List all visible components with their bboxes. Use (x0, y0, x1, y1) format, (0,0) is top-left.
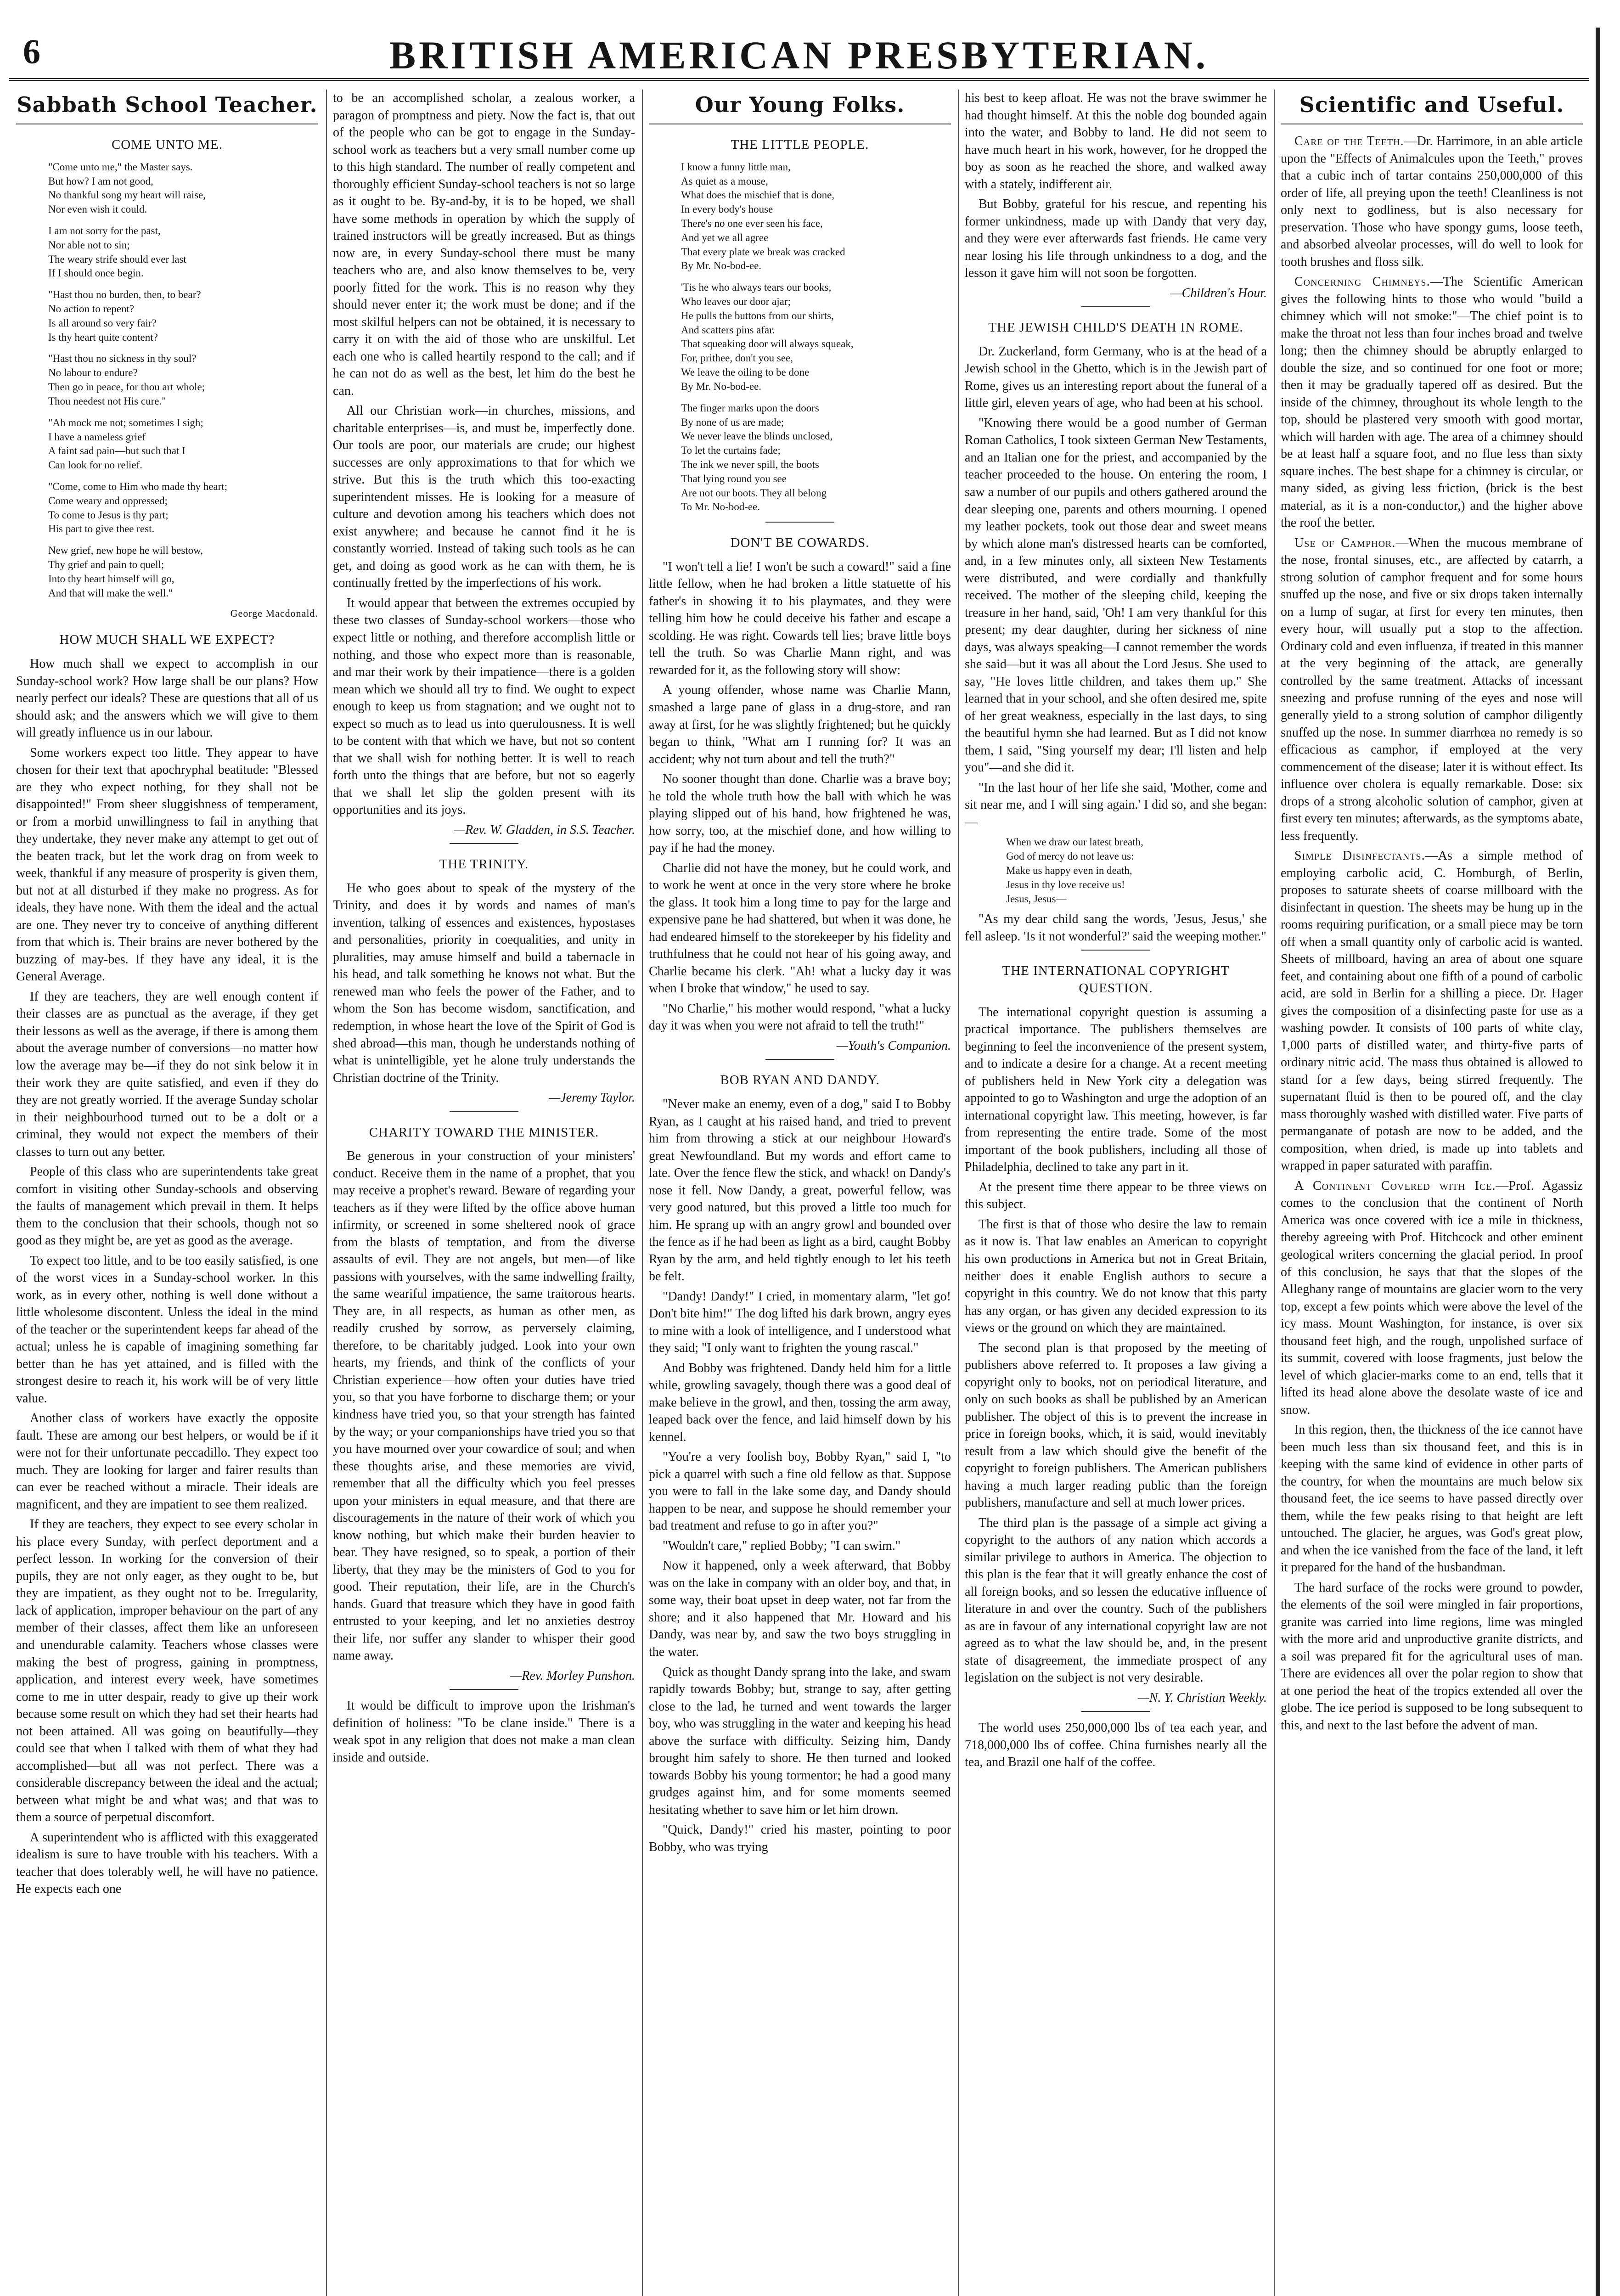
paragraph (1281, 273, 1583, 532)
run-in-heading: A Continent Covered with Ice. (1294, 1178, 1496, 1193)
run-in-heading: Use of Camphor. (1294, 535, 1396, 550)
paragraph: "In the last hour of her life she said, 'Mother, come and sit near me, and I will sing again.' I did so, and she began:— (965, 780, 1267, 829)
paragraph: Another class of workers have exactly the opposite fault. These are among our best helpers, or would be if it were not for their unfortunate peccadillo. They expect too much. They are looking for larger and fairer results than can ever be reached without a miracle. Their ideals are magnificent, and they are impatient to see them realized. (16, 1411, 318, 1512)
paragraph: "Quick, Dandy!" cried his master, pointing to poor Bobby, who was trying (649, 1823, 951, 1854)
paragraph: "You're a very foolish boy, Bobby Ryan," said I, "to pick a quarrel with such a fine old fellow as that. Suppose you were to fall in the lake some day, and Dandy should happen to be near, and suppose he should remember your bad treatment and refuse to go in after you?" (649, 1450, 951, 1533)
paragraph: Now it happened, only a week afterward, that Bobby was on the lake in company with an older boy, and that, in some way, their boat upset in deep water, not far from the shore; and it also happened that Mr. Howard and his Dandy, was near by, and saw the two boys struggling in the water. (649, 1559, 951, 1659)
masthead (9, 32, 1589, 83)
paragraph-text: —The Scientific American gives the following hints to those who would "build a chimney which will not smoke:"—The chief point is to make the throat not less than four inches broad and twelve long; then the chimney should be abruptly enlarged to double the size, and so continued for one foot or more; then it may be gradually tapered off as desired. But the inside of the chimney, throughout its whole length to the top, should be plastered very smooth with good mortar, which will harden with age. The area of a chimney should be at least half a square foot, and no flue less than sixty square inches. The best shape for a chimney is circular, or many sided, as giving less friction, (brick is the best material, as it is a non-conductor,) and the higher above the roof the better. (1281, 275, 1583, 530)
column-3 (649, 90, 951, 2296)
paragraph: A young offender, whose name was Charlie Mann, smashed a large pane of glass in a drug-store, and ran away at first, for he was slightly frightened; but he quickly began to think, "What am I running for? It was an accident; why not turn about and tell the truth?" (649, 683, 951, 766)
paragraph-text: —When the mucous membrane of the nose, frontal sinuses, etc., are affected by catarrh, a strong solution of camphor frequent and for some hours snuffed up the nose, and five or six drops taken internally on a lump of sugar, at first for every ten minutes, then every hour, will usually put a stop to the affection. Ordinary cold and even influenza, if treated in this manner at the very beginning of the attack, are generally controlled by the same treatment. Attacks of incessant sneezing and profuse running of the eyes and nose will generally yield to a strong solution of camphor diligently snuffed up the nose. In summer diarrhœa no remedy is so efficacious as camphor, if employed at the very commencement of the disease; later it is without effect. Its influence over cholera is equally remarkable. Dose: six drops of a strong alcoholic solution of camphor, given at first every ten minutes; afterwards, as the symptoms abate, less frequently. (1281, 535, 1583, 843)
section-rule (450, 1689, 518, 1690)
paragraph: Be generous in your construction of your ministers' conduct. Receive them in the name of a prophet, that you may receive a prophet's reward. Beware of regarding your teachers as if they were lifted by the office above human infirmity, or screened in some sheltered nook of grace from the blasts of temptation, and from the diverse assaults of evil. They are not angels, but men—of like passions with yourselves, with the same indwelling frailty, the same weariful impatience, the same traitorous hearts. They are, in all respects, as human as other men, as readily crushed by sorrow, as perversely claiming, therefore, to be charitably judged. Look into your own hearts, my friends, and think of the conflicts of your Christian experience—how often your duties have tried you, so that you have forborne to discharge them; or your kindness have tried you, so that your strength has fainted by the way; or your companionships have tried you so that you have mourned over your cowardice of soul; and when these thoughts arise, and these memories are vivid, remember that all the difficulty which you feel presses upon your ministers in equal measure, and that there are discouragements in the nature of their work of which you know nothing, but which make their burden heavier to bear. They have resigned, so to speak, a portion of their liberty, that they may be the ministers of God to you for good. Their reputation, their life, are in the Church's hands. Guard that treasure which they have in good faith entrusted to your keeping, and let no anxieties destroy their life, nor suffer any slander to whisper their good name away. (333, 1149, 635, 1663)
paragraph: The world uses 250,000,000 lbs of tea each year, and 718,000,000 lbs of coffee. China furnishes nearly all the tea, and Brazil one half of the coffee. (965, 1721, 1267, 1770)
article-source: —N. Y. Christian Weekly. (1137, 1690, 1267, 1705)
paragraph: All our Christian work—in churches, missions, and charitable enterprises—is, and must be, imperfectly done. Our tools are poor, our materials are crude; our highest successes are only approximations to that for which we strive. But this is the truth which this too-exacting superintendent misses. He is looking for a measure of culture and devotion among his teachers which does not exist anywhere; and because he cannot find it he is constantly worried. Instead of taking such tools as he can get, and doing as good work as he can with them, he is continually fretted by the imperfections of his work. (333, 404, 635, 591)
paragraph: At the present time there appear to be three views on this subject. (965, 1180, 1267, 1212)
paragraph: "Never make an enemy, even of a dog," said I to Bobby Ryan, as I caught at his raised hand, and tried to prevent him from throwing a stick at our neighbour Howard's great Newfoundland. But my words and effort came to late. Over the fence flew the stick, and whack! on Dandy's nose it fell. Now Dandy, a great, powerful fellow, was very good natured, but this proved a little too much for him. He sprang up with an angry growl and bounded over the fence as if he had been as light as a bird, caught Bobby Ryan by the arm, and held tightly enough to let his teeth be felt. (649, 1097, 951, 1284)
verse-stanza: "Hast thou no burden, then, to bear? No action to repent? Is all around so very fair? Is thy heart quite content? (48, 289, 201, 343)
verse-stanza: "Hast thou no sickness in thy soul? No labour to endure? Then go in peace, for thou art whole; Thou needest not His cure." (48, 353, 205, 407)
paragraph: to be an accomplished scholar, a zealous worker, a paragon of promptness and piety. Now the fact is, that out of the people who can be got to engage in the Sunday-school work as teachers but a very small number come up to this high standard. The number of really competent and thoroughly efficient Sunday-school teachers is not so large as it ought to be. By-and-by, it is to be hoped, we shall have some methods in operation by which the supply of trained instructors will be greatly increased. But as things now are, in every Sunday-school there must be many teachers who are, and also know themselves to be, very poorly fitted for the work. This is no reason why they should never enter it; the work must be done; and if the most skilful helpers can not be obtained, it is necessary to carry it on with the aid of those who are unskilful. Let each one who is called heartily respond to the call; and if he can not do as well as the best, let him do the best he can. (333, 91, 635, 398)
paragraph: Charlie did not have the money, but he could work, and to work he went at once in the very store where he broke the glass. It took him a long time to pay for the large and expensive pane he had shattered, but when it was done, he had endeared himself to the storekeeper by his fidelity and truthfulness that he could not hear of his going away, and Charlie became his clerk. "Ah! what a lucky day it was when I broke that window," he used to say. (649, 861, 951, 996)
article-source: —Youth's Companion. (836, 1038, 951, 1053)
section-rule (1081, 306, 1150, 307)
page-number: 6 (23, 33, 40, 71)
paragraph-text: —As a simple method of employing carbolic acid, C. Homburgh, of Berlin, proposes to saturate sheets of coarse millboard with the disinfectant in question. The sheets may be hung up in the rooms requiring purification, or a small piece may be torn off when a small quantity only of carbolic acid is wanted. Sheets of millboard, having an area of about one square feet, and containing about one fifth of a pound of carbolic acid, are sold in Berlin for a shilling a piece. Dr. Hager gives the composition of a disinfecting paste for use as a washing powder. It consists of 100 parts of white clay, 1,000 parts of distilled water, and thirty-five parts of ordinary nitric acid. The mass thus obtained is allowed to stand for a few days, being stirred frequently. The supernatant fluid is then to be poured off, and the clay mass thoroughly washed with distilled water. Five parts of permanganate of potash are now to be added, and the composition, when dried, is made up into tablets and wrapped in paper saturated with paraffin. (1281, 849, 1583, 1173)
department-heading: Our Young Folks. (695, 92, 905, 117)
paragraph: The international copyright question is assuming a practical importance. The publishers themselves are beginning to feel the inconvenience of the present system, and to indicate a desire for a change. At a recent meeting of publishers held in New York city a delegation was appointed to go to Washington and urge the adoption of an international copyright law. This meeting, however, is far from representing the entire trade. Some of the most important of the book publishers, including all those of Philadelphia, declined to take any part in it. (965, 1005, 1267, 1175)
article-title: BOB RYAN AND DANDY. (720, 1073, 880, 1088)
paragraph: Some workers expect too little. They appear to have chosen for their text that apochryphal beatitude: "Blessed are they who expect nothing, for they shall not be disappointed!" From sheer sluggishness of temperament, or from a morbid unwillingness to fail in anything that they undertake, they never make any attempt to get out of the beaten track, but let the work drag on from week to week, thankful if any measure of prosperity is given them, but not at all disturbed if they make no progress. As for ideals, they have none. With them the ideal and the actual are one. They never try to conceive of anything different from that which is. Their brains are never bothered by the buzzing of may-bes. If they have any ideal, it is the General Average. (16, 745, 318, 984)
paragraph: People of this class who are superintendents take great comfort in visiting other Sunday-schools and observing the faults of management which prevail in them. It helps them to the conclusion that their schools, though not so good as they might be, are yet as good as the average. (16, 1165, 318, 1248)
article-source: —Rev. W. Gladden, in S.S. Teacher. (454, 822, 635, 837)
paragraph (1281, 535, 1583, 844)
article-title: THE TRINITY. (439, 857, 529, 872)
department-heading: Scientific and Useful. (1299, 92, 1564, 117)
section-rule (765, 1059, 834, 1060)
paragraph: In this region, then, the thickness of the ice cannot have been much less than six thousand feet, and this is in keeping with the same kind of evidence in other parts of the country, for when the mountains are much below six thousand feet, the ice seems to have passed directly over them, while the few peaks rising to that height are left untouched. The glacier, he argues, was God's great plow, and when the ice vanished from the face of the land, it left it prepared for the hand of the husbandman. (1281, 1423, 1583, 1575)
article-title: HOW MUCH SHALL WE EXPECT? (59, 632, 275, 647)
paragraph: "As my dear child sang the words, 'Jesus, Jesus,' she fell asleep. 'Is it not wonderful?' said the weeping mother." (965, 912, 1267, 944)
paragraph: "Dandy! Dandy!" I cried, in momentary alarm, "let go! Don't bite him!" The dog lifted his dark brown, angry eyes to mine with a look of intelligence, and I understood what they said; "I only want to frighten the young rascal." (649, 1289, 951, 1356)
paragraph (1281, 847, 1583, 1175)
section-rule (450, 843, 518, 844)
paragraph: A superintendent who is afflicted with this exaggerated idealism is sure to have trouble with his teachers. With a teacher that does tolerably well, he will have no patience. He expects each one (16, 1830, 318, 1896)
page-edge-bar (1596, 28, 1600, 2296)
column-rule (958, 90, 959, 2296)
article-title: THE LITTLE PEOPLE. (731, 137, 869, 152)
article-source: —Children's Hour. (1170, 286, 1267, 300)
paragraph: The hard surface of the rocks were ground to powder, the elements of the soil were mingled in fair proportions, granite was carried into lime regions, lime was mingled with the more arid and unproductive granite districts, and a soil was prepared fit for the agricultural uses of man. There are evidences all over the polar region to show that at one period the heat of the tropics extended all over the globe. The ice period is supposed to be long subsequent to this, and next to the last before the advent of man. (1281, 1580, 1583, 1733)
paragraph: And Bobby was frightened. Dandy held him for a little while, growling savagely, though there was a good deal of make believe in the growl, and then, tossing the arm away, leaped back over the fence, and laid himself down by his kennel. (649, 1361, 951, 1444)
paragraph: "Knowing there would be a good number of German Roman Catholics, I took sixteen German New Testaments, and an Italian one for the priest, and accompanied by the teacher proceeded to the house. On entering the room, I saw a number of our pupils and others gathered around the dear sleeping one, parents and others mourning. I opened my leather pockets, took out those dear and sweet means by which alone man's distressed hearts can be comforted, and, in a few minutes only, all sixteen New Testaments were distributed, and were cordially and thankfully received. The mother of the sleeping child, keeping the treasure in her hand, said, 'Oh! I am very thankful for this present; my dear daughter, during her sickness of nine days, was always speaking—I cannot remember the words she said—but it was all about the Lord Jesus. She used to say, "He loves little children, and takes them up." She learned that in your school, and she often desired me, spite of her great weakness, especially in the last days, to sing the beautiful hymn she had learned. But as I did not know them, I said, "Sing yourself my dear; I'll listen and help you"—and she did it. (965, 416, 1267, 775)
article-title: COME UNTO ME. (111, 137, 223, 152)
run-in-heading: Simple Disinfectants. (1294, 849, 1425, 863)
paragraph: "Wouldn't care," replied Bobby; "I can swim." (663, 1538, 901, 1553)
run-in-heading: Concerning Chimneys. (1294, 275, 1430, 289)
section-rule (1081, 950, 1150, 951)
paragraph-text: —Dr. Harrimore, in an able article upon the "Effects of Animalcules upon the Teeth," proves that a cubic inch of tartar contains 250,000,000 of this order of life, all preying upon the teeth! Cleanliness is not only next to godliness, but is also necessary for preservation. Those who have spongy gums, loose teeth, and absorbed alveolar processes, will do well to look for tooth brushes and floss silk. (1281, 134, 1583, 269)
paragraph (1281, 1177, 1583, 1418)
verse-stanza: 'Tis he who always tears our books, Who leaves our door ajar; He pulls the buttons from our shirts, And scatters pins afar. That squeaking door will always squeak, For, prithee, don't you see, We leave the oiling to be done By Mr. No-bod-ee. (681, 281, 854, 392)
article-source: —Jeremy Taylor. (549, 1091, 635, 1105)
verse-stanza: "Come, come to Him who made thy heart; Come weary and oppressed; To come to Jesus is thy part; His part to give thee rest. (48, 480, 228, 535)
paragraph: To expect too little, and to be too easily satisfied, is one of the worst vices in a Sunday-school worker. In this work, as in every other, nothing is well done without a little wholesome discontent. Unless the ideal in the mind of the teacher or the superintendent keeps far ahead of the actual; unless he is capable of imagining something far better than he has yet attained, and is filled with the strongest desire to reach it, his work will be of very little value. (16, 1253, 318, 1406)
run-in-heading: Care of the Teeth. (1294, 134, 1404, 148)
verse-stanza: The finger marks upon the doors By none of us are made; We never leave the blinds unclosed, To let the curtains fade; The ink we never spill, the boots That lying round you see Are not our boots. They all belong To Mr. No-bod-ee. (681, 402, 833, 513)
article-title: DON'T BE COWARDS. (730, 535, 870, 551)
column-rule (326, 90, 327, 2296)
paragraph: No sooner thought than done. Charlie was a brave boy; he told the whole truth how the ball with which he was playing slipped out of his hand, how frightened he was, how sorry, too, at the mischief done, and how willing to pay if he had the money. (649, 772, 951, 855)
masthead-rule (9, 78, 1589, 81)
paragraph (1281, 133, 1583, 270)
paragraph: The first is that of those who desire the law to remain as it now is. That law enables an American to copyright his own productions in America but not in Great Britain, neither does it enable English authors to secure a copyright in this country. We do not know that this party has any organ, or has given any decided expression to its views or the ground on which they are maintained. (965, 1217, 1267, 1335)
paragraph: his best to keep afloat. He was not the brave swimmer he had thought himself. At this the noble dog bounded again into the water, and Bobby to land. He did not seem to have much heart in his work, however, for he dropped the boy as soon as he reached the shore, and walked away with a stately, indifferent air. (965, 91, 1267, 191)
paragraph: How much shall we expect to accomplish in our Sunday-school work? How large shall be our plans? How nearly perfect our ideals? These are questions that all of us should ask; and the answers which we will give to them will greatly influence us in our labour. (16, 657, 318, 740)
paragraph-text: —Prof. Agassiz comes to the conclusion that the continent of North America was once covered with ice a mile in thickness, thereby agreeing with Prof. Hitchcock and other eminent geological writers concerning the glacial period. In proof of this conclusion, he says that that the slopes of the Alleghany range of mountains are glacier worn to the very top, except a few points which were above the level of the icy mass. Mount Washington, for instance, is over six thousand feet high, and the rough, unpolished surface of its summit, covered with loose fragments, just below the level of which glacier-marks come to an end, tells that it lifted its head alone above the desolate waste of ice and snow. (1281, 1178, 1583, 1417)
verse-stanza: I know a funny little man, As quiet as a mouse, What does the mischief that is done, In every body's house There's no one ever seen his face, And yet we all agree That every plate we break was cracked By Mr. No-bod-ee. (681, 161, 845, 272)
paragraph: Dr. Zuckerland, form Germany, who is at the head of a Jewish school in the Ghetto, which is in the Jewish part of Rome, gives us an interesting report about the funeral of a little girl, eleven years of age, who had been at his school. (965, 344, 1267, 411)
paragraph: "I won't tell a lie! I won't be such a coward!" said a fine little fellow, when he had broken a little statuette of his father's in showing it to his playmates, and they were telling him how he could deceive his father and escape a scolding. He was right. Cowards tell lies; brave little boys tell the truth. So was Charlie Mann right, and was rewarded for it, as the following story will show: (649, 559, 951, 677)
paragraph: If they are teachers, they are well enough content if their classes are as punctual as the average, if they get their lessons as well as the average, if there is among them about the average number of conversions—no matter how low the average may be—if they do not sink below it in their work they are quite satisfied, and even if they do they are not greatly worried. If the average Sunday scholar in their neighbourhood turned out to be a dolt or a criminal, they would not expect the members of their classes to turn out any better. (16, 989, 318, 1159)
verse-stanza: "Come unto me," the Master says. But how? I am not good, No thankful song my heart will raise, Nor even wish it could. (48, 161, 206, 215)
article-title: THE INTERNATIONAL COPYRIGHT QUESTION. (1002, 963, 1230, 996)
paragraph: The third plan is the passage of a simple act giving a copyright to the authors of any nation which accords a similar privilege to authors in America. The objection to this plan is the fear that it will greatly enhance the cost of all foreign books, and so lessen the educative influence of literature in and over the country. Such of the publishers as are in favour of any international copyright law are not agreed as to what the law should be, and, in the present state of disagreement, the immediate prospect of any legislation on the subject is not very desirable. (965, 1515, 1267, 1685)
paragraph: But Bobby, grateful for his rescue, and repenting his former unkindness, made up with Dandy that very day, and they were ever afterwards fast friends. He came very near losing his life through unkindness to a dog, and the lesson it gave him will not soon be forgotten. (965, 197, 1267, 281)
hymn-verse: When we draw our latest breath, God of mercy do not leave us: Make us happy even in death, Jesus in thy love receive us! Jesus, Jesus— (1006, 836, 1143, 905)
paragraph: "No Charlie," his mother would respond, "what a lucky day it was when you were not afraid to tell the truth!" (649, 1001, 951, 1033)
article-title: CHARITY TOWARD THE MINISTER. (369, 1125, 599, 1140)
column-1 (16, 90, 318, 2296)
column-rule (1274, 90, 1275, 2296)
verse-stanza: I am not sorry for the past, Nor able not to sin; The weary strife should ever last If I should once begin. (48, 225, 186, 279)
paragraph: The second plan is that proposed by the meeting of publishers above referred to. It proposes a law giving a copyright only to books, not on periodical literature, and only on such books as shall be published by an American publisher. The object of this is to prevent the increase in price in foreign books, which, it is said, would inevitably result from a law which should give the benefit of the copyright to foreign publishers. The American publishers having a much larger reading public than the foreign publishers, manufacture and sell at much lower prices. (965, 1340, 1267, 1510)
article-source: —Rev. Morley Punshon. (510, 1668, 635, 1683)
paragraph: He who goes about to speak of the mystery of the Trinity, and does it by words and names of man's invention, talking of essences and existences, hypostases and personalities, priority in coequalities, and unity in pluralities, may amuse himself and build a tabernacle in his head, and talk something he knows not what. But the renewed man who feels the power of the Father, and to whom the Son has become wisdom, sanctification, and redemption, in whose heart the love of the Spirit of God is shed abroad—this man, though he understands nothing of what is unintelligible, yet he alone truly understands the Christian doctrine of the Trinity. (333, 881, 635, 1085)
newspaper-page (9, 0, 1589, 2296)
department-heading: Sabbath School Teacher. (17, 92, 318, 117)
column-rule (642, 90, 643, 2296)
column-5 (1281, 90, 1583, 2296)
verse-stanza: "Ah mock me not; sometimes I sigh; I have a nameless grief A faint sad pain—but such that I Can look for no relief. (48, 416, 203, 471)
paper-title: BRITISH AMERICAN PRESBYTERIAN. (389, 33, 1209, 77)
article-title: THE JEWISH CHILD'S DEATH IN ROME. (988, 320, 1243, 335)
paragraph: It would be difficult to improve upon the Irishman's definition of holiness: "To be clane inside." There is a weak spot in any religion that does not make a man clean inside and outside. (333, 1699, 635, 1765)
verse-stanza: New grief, new hope he will bestow, Thy grief and pain to quell; Into thy heart himself will go, And that will make the well." (48, 545, 203, 599)
column-4 (965, 90, 1267, 2296)
paragraph: Quick as thought Dandy sprang into the lake, and swam rapidly towards Bobby; but, strange to say, after getting close to the lad, he turned and went towards the larger boy, who was struggling in the water and keeping his head above the surface with difficulty. Seizing him, Dandy brought him safely to shore. He then turned and looked towards Bobby his young tormentor; he had a good many grudges against him, and for some moments seemed hesitating whether to save him or let him drown. (649, 1665, 951, 1817)
section-rule (765, 522, 834, 523)
section-rule (450, 1111, 518, 1112)
paragraph: It would appear that between the extremes occupied by these two classes of Sunday-school workers—those who expect little or nothing, and therefore accomplish little or nothing, and those who expect more than is reasonable, and mar their work by their impatience—there is a golden mean which we should all try to find. We ought to expect enough to keep us from stagnation; and we ought not to expect so much as to lead us into querulousness. It is well to be content with that which we have, but not so content that we shall wish for nothing better. It is well to reach forth unto the things that are before, but not so eagerly that we shall let slip the golden present with its opportunities and its joys. (333, 596, 635, 817)
column-2 (333, 90, 635, 2296)
section-rule (1081, 1711, 1150, 1712)
paragraph: If they are teachers, they expect to see every scholar in his place every Sunday, with perfect deportment and a perfect lesson. In working for the conversion of their pupils, they are not only eager, as they ought to be, but they are impatient, as they ought not to be. Irregularity, lack of application, improper behaviour on the part of any member of their classes, affect them like an unforeseen and unendurable calamity. Teachers whose classes were making the best of progress, gaining in promptness, application, and interest every week, have sometimes come to me in utter despair, ready to give up their work because some result on which they had set their hearts had not been attained. All was going on beautifully—they could see that when I talked with them of what they had accomplished—but all was not perfect. There was a considerable discrepancy between the ideal and the actual; between what might be and what was; and that was to them a source of perpetual discomfort. (16, 1517, 318, 1825)
poem-signature: George Macdonald. (230, 608, 318, 619)
